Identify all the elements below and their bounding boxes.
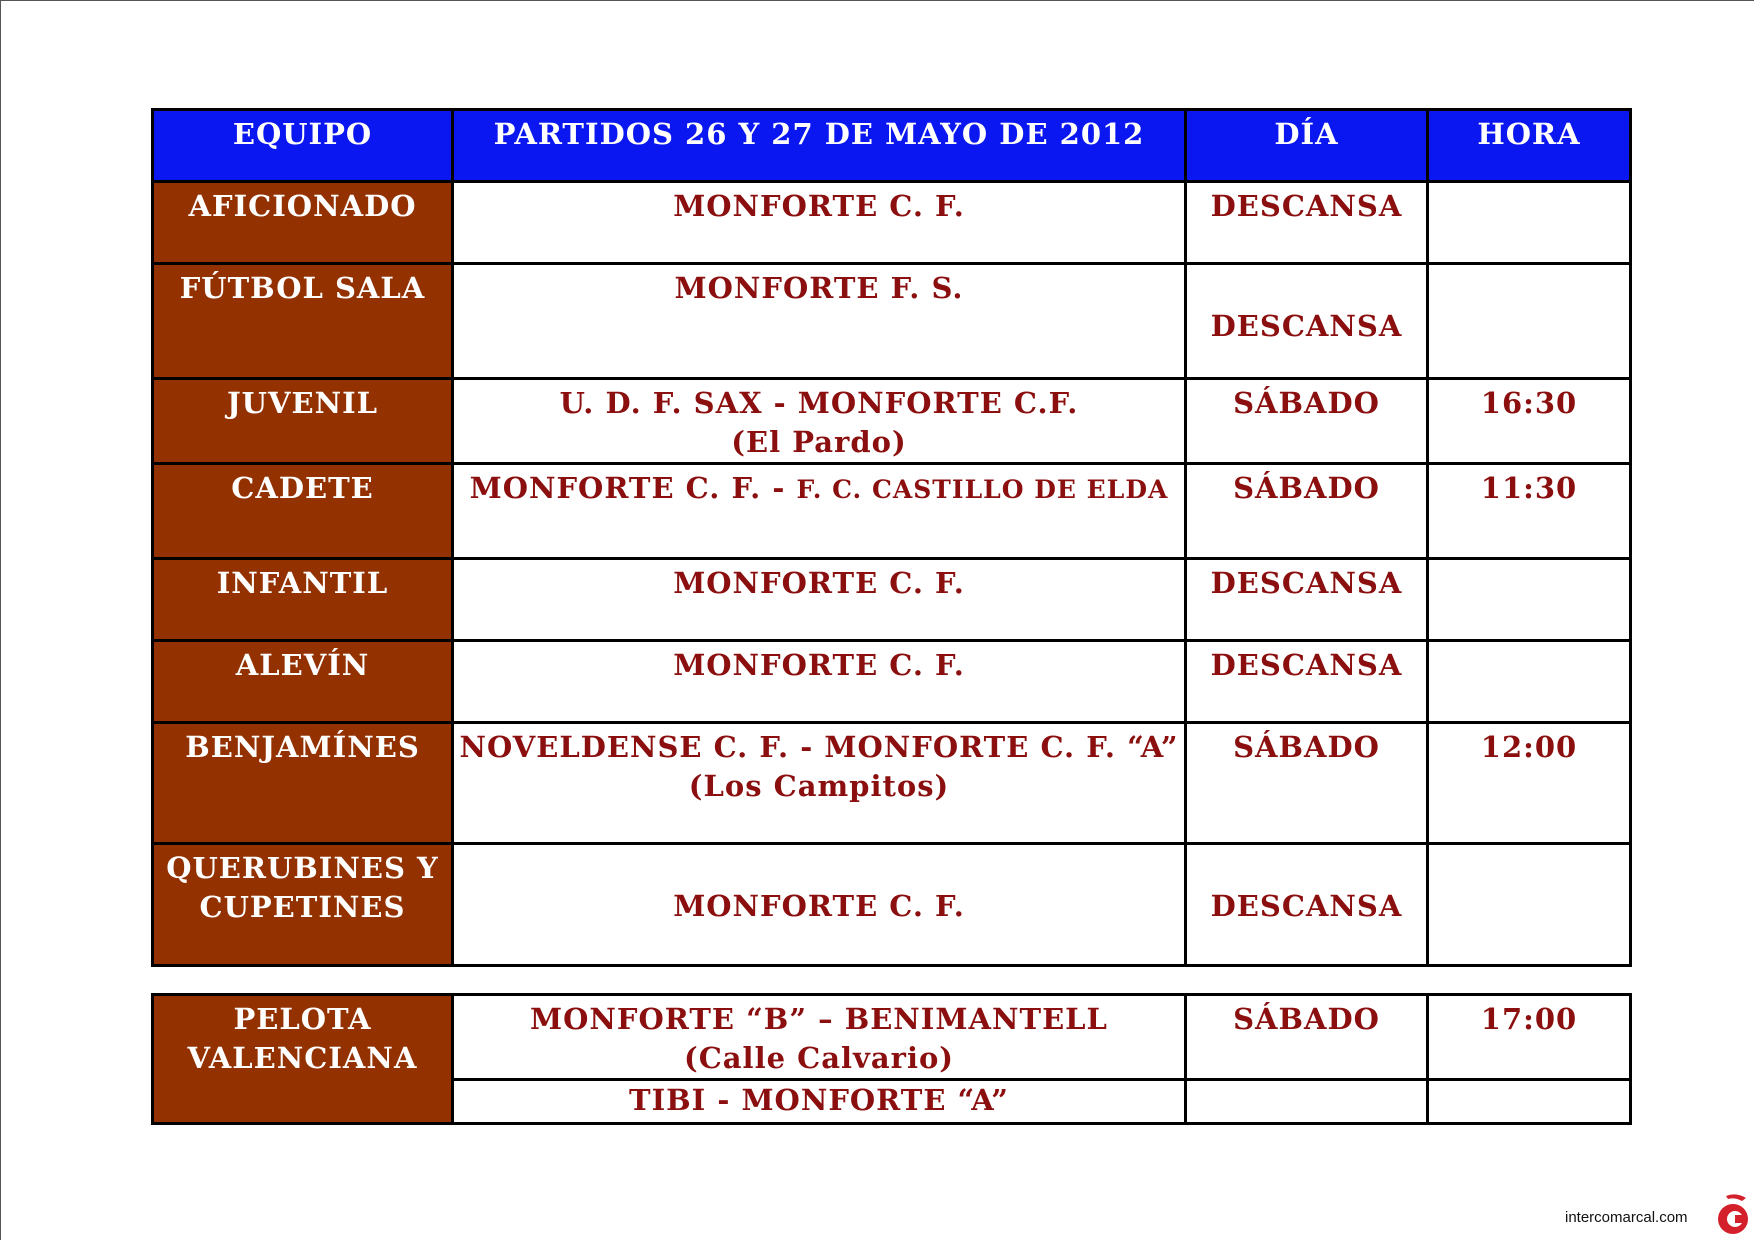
match-cell: MONFORTE “B” – BENIMANTELL (Calle Calvario) <box>453 995 1186 1080</box>
team-cell: AFICIONADO <box>153 182 453 264</box>
schedule-table <box>151 108 1632 967</box>
watermark-text: intercomarcal.com <box>1565 1209 1688 1226</box>
header-partidos: PARTIDOS 26 Y 27 DE MAYO DE 2012 <box>453 110 1186 182</box>
table-row <box>153 559 1631 641</box>
pelota-table <box>151 993 1632 1125</box>
day-cell: SÁBADO <box>1186 379 1428 464</box>
time-cell <box>1428 264 1631 379</box>
team-cell: QUERUBINES Y CUPETINES <box>153 844 453 966</box>
time-cell <box>1428 1080 1631 1124</box>
team-cell: BENJAMÍNES <box>153 723 453 844</box>
team-cell: CADETE <box>153 464 453 559</box>
team-cell: FÚTBOL SALA <box>153 264 453 379</box>
table-row <box>153 844 1631 966</box>
match-cell: NOVELDENSE C. F. - MONFORTE C. F. “A” (Los Campitos) <box>453 723 1186 844</box>
table-row <box>153 723 1631 844</box>
match-cell: MONFORTE F. S. <box>453 264 1186 379</box>
day-cell: SÁBADO <box>1186 464 1428 559</box>
team-cell: JUVENIL <box>153 379 453 464</box>
table-row <box>153 995 1631 1080</box>
day-cell: DESCANSA <box>1186 264 1428 379</box>
time-cell <box>1428 559 1631 641</box>
team-cell: ALEVÍN <box>153 641 453 723</box>
team-cell: PELOTA VALENCIANA <box>153 995 453 1124</box>
match-cell: TIBI - MONFORTE “A” <box>453 1080 1186 1124</box>
time-cell: 17:00 <box>1428 995 1631 1080</box>
table-row <box>153 264 1631 379</box>
header-row <box>153 110 1631 182</box>
day-cell: DESCANSA <box>1186 559 1428 641</box>
day-cell: SÁBADO <box>1186 995 1428 1080</box>
table-row <box>153 641 1631 723</box>
time-cell <box>1428 641 1631 723</box>
match-cell: MONFORTE C. F. <box>453 641 1186 723</box>
day-cell <box>1186 1080 1428 1124</box>
header-dia: DÍA <box>1186 110 1428 182</box>
day-cell: DESCANSA <box>1186 844 1428 966</box>
match-cell: MONFORTE C. F. <box>453 844 1186 966</box>
header-equipo: EQUIPO <box>153 110 453 182</box>
match-cell: U. D. F. SAX - MONFORTE C.F. (El Pardo) <box>453 379 1186 464</box>
table-row <box>153 379 1631 464</box>
team-cell: INFANTIL <box>153 559 453 641</box>
time-cell: 11:30 <box>1428 464 1631 559</box>
page-border-top <box>0 0 1754 1</box>
match-cell: MONFORTE C. F. <box>453 182 1186 264</box>
time-cell: 16:30 <box>1428 379 1631 464</box>
day-cell: SÁBADO <box>1186 723 1428 844</box>
time-cell <box>1428 844 1631 966</box>
day-cell: DESCANSA <box>1186 641 1428 723</box>
match-cell: MONFORTE C. F. - F. C. CASTILLO DE ELDA <box>453 464 1186 559</box>
match-cell: MONFORTE C. F. <box>453 559 1186 641</box>
header-hora: HORA <box>1428 110 1631 182</box>
time-cell: 12:00 <box>1428 723 1631 844</box>
page-border-left <box>0 0 1 1240</box>
table-row <box>153 464 1631 559</box>
intercomarcal-logo-icon <box>1716 1192 1750 1236</box>
table-row <box>153 182 1631 264</box>
day-cell: DESCANSA <box>1186 182 1428 264</box>
time-cell <box>1428 182 1631 264</box>
